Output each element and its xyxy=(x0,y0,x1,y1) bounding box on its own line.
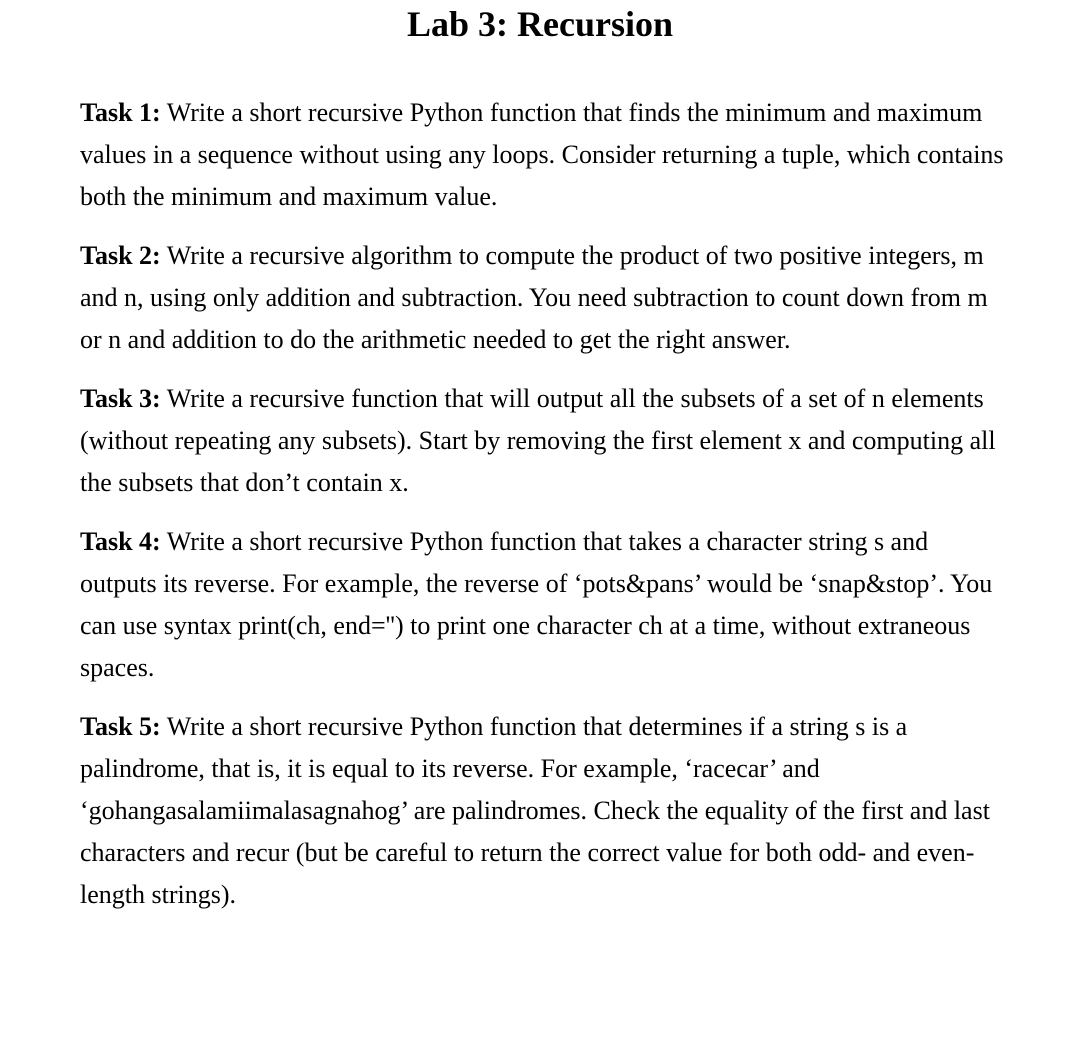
task-5 xyxy=(80,706,1010,916)
task-4-label: Task 4: xyxy=(80,527,161,556)
task-2-label: Task 2: xyxy=(80,241,161,270)
task-1-label: Task 1: xyxy=(80,98,161,127)
task-list xyxy=(80,92,1010,933)
task-2-text: Write a recursive algorithm to compute the product of two positive integers, m and n, using only addition and subtraction. You need subtraction to count down from m or n and addition to do the arithmetic needed to get the right answer. xyxy=(80,241,988,354)
task-1 xyxy=(80,92,1010,218)
task-3-text: Write a recursive function that will output all the subsets of a set of n elements (without repeating any subsets). Start by removing the first element x and computing all the subsets that don’t contain x. xyxy=(80,384,996,497)
page-title: Lab 3: Recursion xyxy=(406,4,673,44)
task-4 xyxy=(80,521,1010,689)
task-3-label: Task 3: xyxy=(80,384,161,413)
task-4-text: Write a short recursive Python function that takes a character string s and outputs its reverse. For example, the reverse of ‘pots&pans’ would be ‘snap&stop’. You can use syntax print(ch, end='') to print one character ch at a time, without extraneous spaces. xyxy=(80,527,993,682)
task-5-label: Task 5: xyxy=(80,712,161,741)
task-5-text: Write a short recursive Python function that determines if a string s is a palindrome, that is, it is equal to its reverse. For example, ‘racecar’ and ‘gohangasalamiimalasagnahog’ are palindromes. Check the equality of the first and last characters and recur (but be careful to return the correct value for both odd- and even-length strings). xyxy=(80,712,990,909)
task-3 xyxy=(80,378,1010,504)
task-1-text: Write a short recursive Python function that finds the minimum and maximum values in a sequence without using any loops. Consider returning a tuple, which contains both the minimum and maximum value. xyxy=(80,98,1004,211)
task-2 xyxy=(80,235,1010,361)
